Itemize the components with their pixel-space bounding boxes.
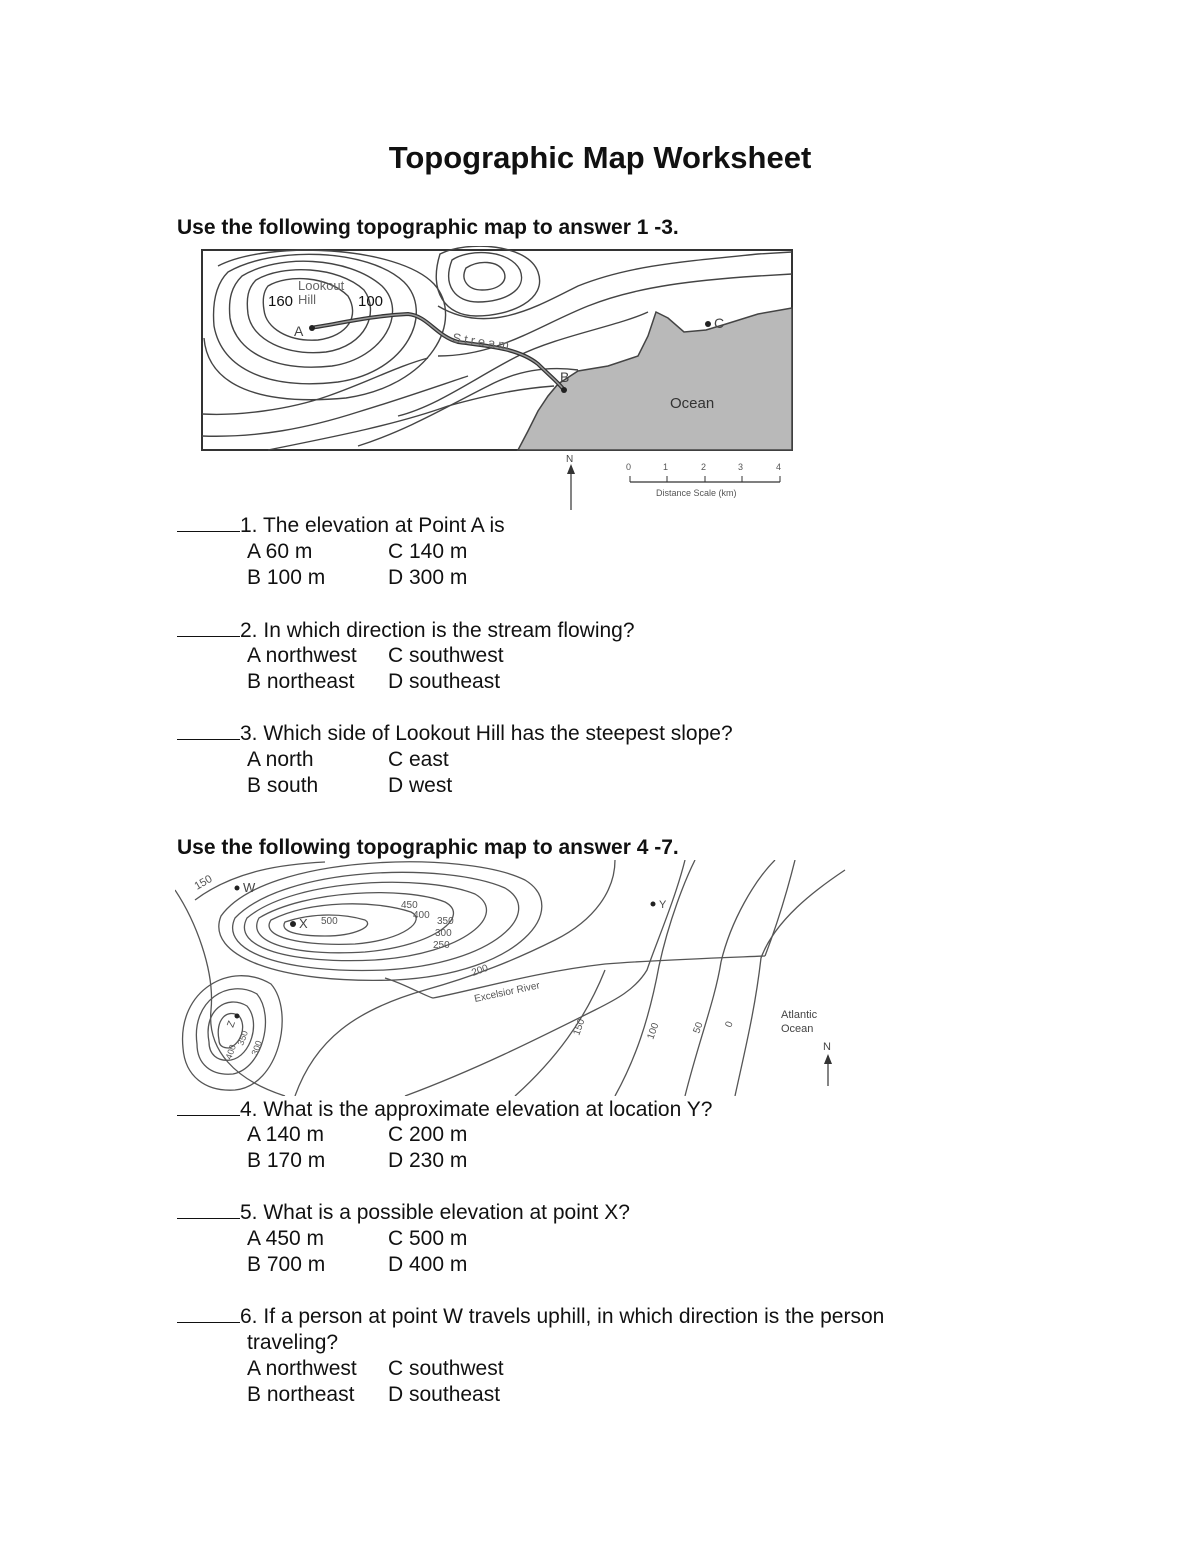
- contour-label-200: 200: [470, 962, 490, 979]
- answer-blank-4[interactable]: [177, 1097, 240, 1116]
- q1-option-c: C 140 m: [388, 540, 468, 563]
- contour-label-150-west: 150: [192, 873, 215, 893]
- question-3-text: Which side of Lookout Hill has the steepest slope?: [263, 722, 733, 745]
- point-z-marker: [235, 1014, 240, 1019]
- q2-option-d: D southeast: [388, 670, 501, 693]
- question-1: [177, 513, 997, 539]
- q6-option-d: D southeast: [388, 1383, 501, 1406]
- point-x-label: X: [299, 916, 308, 931]
- question-3-number: 3.: [240, 722, 258, 745]
- answer-blank-1[interactable]: [177, 513, 240, 532]
- point-c-marker: [705, 321, 711, 327]
- section-1-instruction: Use the following topographic map to answer 1 -3.: [177, 216, 679, 239]
- topographic-map-2: [175, 860, 855, 1096]
- answer-blank-2[interactable]: [177, 618, 240, 637]
- q6-option-b: B northeast: [247, 1383, 355, 1406]
- point-w-label: W: [243, 880, 256, 895]
- q4-option-b: B 170 m: [247, 1149, 326, 1172]
- question-6-number: 6.: [240, 1305, 258, 1328]
- contour-label-250: 250: [433, 940, 450, 951]
- question-4-text: What is the approximate elevation at location Y?: [263, 1098, 713, 1121]
- contour-label-0: 0: [723, 1020, 736, 1030]
- question-3-options: [247, 747, 452, 799]
- question-1-number: 1.: [240, 514, 258, 537]
- q5-option-d: D 400 m: [388, 1253, 468, 1276]
- q5-option-a: A 450 m: [247, 1227, 325, 1250]
- contour-label-100: 100: [358, 293, 384, 310]
- q6-option-a: A northwest: [247, 1357, 357, 1380]
- q5-option-c: C 500 m: [388, 1227, 468, 1250]
- worksheet-title: Topographic Map Worksheet: [388, 140, 812, 175]
- question-2: [177, 618, 997, 644]
- contour-label-160: 160: [268, 293, 294, 310]
- section-2-instruction: Use the following topographic map to answer 4 -7.: [177, 836, 679, 859]
- contour-label-150-east: 150: [571, 1017, 588, 1038]
- q2-option-a: A northwest: [247, 644, 357, 667]
- point-c-label: C: [714, 315, 725, 331]
- river-label: Excelsior River: [473, 980, 541, 1005]
- q3-option-b: B south: [247, 774, 319, 797]
- scale-tick-4: 4: [776, 462, 782, 472]
- question-2-text: In which direction is the stream flowing?: [263, 619, 635, 642]
- q4-option-a: A 140 m: [247, 1123, 325, 1146]
- contour-label-400: 400: [413, 910, 430, 921]
- q4-option-d: D 230 m: [388, 1149, 468, 1172]
- q2-option-b: B northeast: [247, 670, 355, 693]
- ocean-label: Ocean: [670, 395, 715, 412]
- point-w-marker: [235, 886, 240, 891]
- contour-label-500: 500: [321, 916, 338, 927]
- scale-tick-1: 1: [663, 462, 669, 472]
- q2-option-c: C southwest: [388, 644, 504, 667]
- hill-label-line2: Hill: [298, 292, 317, 307]
- scale-tick-0: 0: [626, 462, 632, 472]
- stream-label: Stream: [451, 330, 513, 354]
- question-2-number: 2.: [240, 619, 258, 642]
- q4-option-c: C 200 m: [388, 1123, 468, 1146]
- q3-option-c: C east: [388, 748, 449, 771]
- hill-label-line1: Lookout: [298, 278, 345, 293]
- question-2-options: [247, 643, 504, 695]
- point-b-marker: [561, 387, 567, 393]
- question-5-text: What is a possible elevation at point X?: [263, 1201, 630, 1224]
- question-4-options: [247, 1122, 467, 1174]
- ocean-label-line1: Atlantic: [781, 1009, 818, 1021]
- scale-tick-3: 3: [738, 462, 744, 472]
- q5-option-b: B 700 m: [247, 1253, 326, 1276]
- ocean-label-line2: Ocean: [781, 1023, 814, 1035]
- small-hill-label-400: 400: [223, 1043, 239, 1061]
- small-hill-label-300: 300: [249, 1039, 265, 1057]
- north-label-2: N: [823, 1041, 831, 1053]
- point-a-label: A: [294, 323, 304, 339]
- point-z-label: Z: [225, 1019, 238, 1030]
- question-3: [177, 721, 997, 747]
- q1-option-d: D 300 m: [388, 566, 468, 589]
- contour-label-350: 350: [437, 916, 454, 927]
- question-6: [177, 1304, 997, 1356]
- q3-option-d: D west: [388, 774, 453, 797]
- contour-label-50: 50: [691, 1020, 706, 1036]
- answer-blank-6[interactable]: [177, 1304, 240, 1323]
- question-5-options: [247, 1226, 467, 1278]
- question-5: [177, 1200, 997, 1226]
- point-a-marker: [309, 325, 315, 331]
- contour-label-450: 450: [401, 900, 418, 911]
- question-4: [177, 1097, 997, 1123]
- q6-option-c: C southwest: [388, 1357, 504, 1380]
- q1-option-a: A 60 m: [247, 540, 313, 563]
- answer-blank-5[interactable]: [177, 1200, 240, 1219]
- point-y-marker: [651, 902, 656, 907]
- point-b-label: B: [560, 369, 570, 385]
- small-hill-label-350: 350: [235, 1029, 251, 1047]
- answer-blank-3[interactable]: [177, 721, 240, 740]
- topographic-map-1: [198, 246, 798, 514]
- scale-tick-2: 2: [701, 462, 707, 472]
- q3-option-a: A north: [247, 748, 314, 771]
- question-6-options: [247, 1356, 504, 1408]
- contour-label-300: 300: [435, 928, 452, 939]
- question-6-text: If a person at point W travels uphill, in which direction is the person: [263, 1305, 885, 1328]
- north-label: N: [566, 454, 574, 465]
- question-6-text-continued: traveling?: [247, 1331, 339, 1354]
- question-4-number: 4.: [240, 1098, 258, 1121]
- question-5-number: 5.: [240, 1201, 258, 1224]
- q1-option-b: B 100 m: [247, 566, 326, 589]
- contour-label-100: 100: [645, 1021, 662, 1042]
- point-y-label: Y: [659, 899, 667, 911]
- question-1-text: The elevation at Point A is: [262, 514, 505, 537]
- point-x-marker: [290, 921, 296, 927]
- scale-label: Distance Scale (km): [656, 488, 737, 498]
- question-1-options: [247, 539, 467, 591]
